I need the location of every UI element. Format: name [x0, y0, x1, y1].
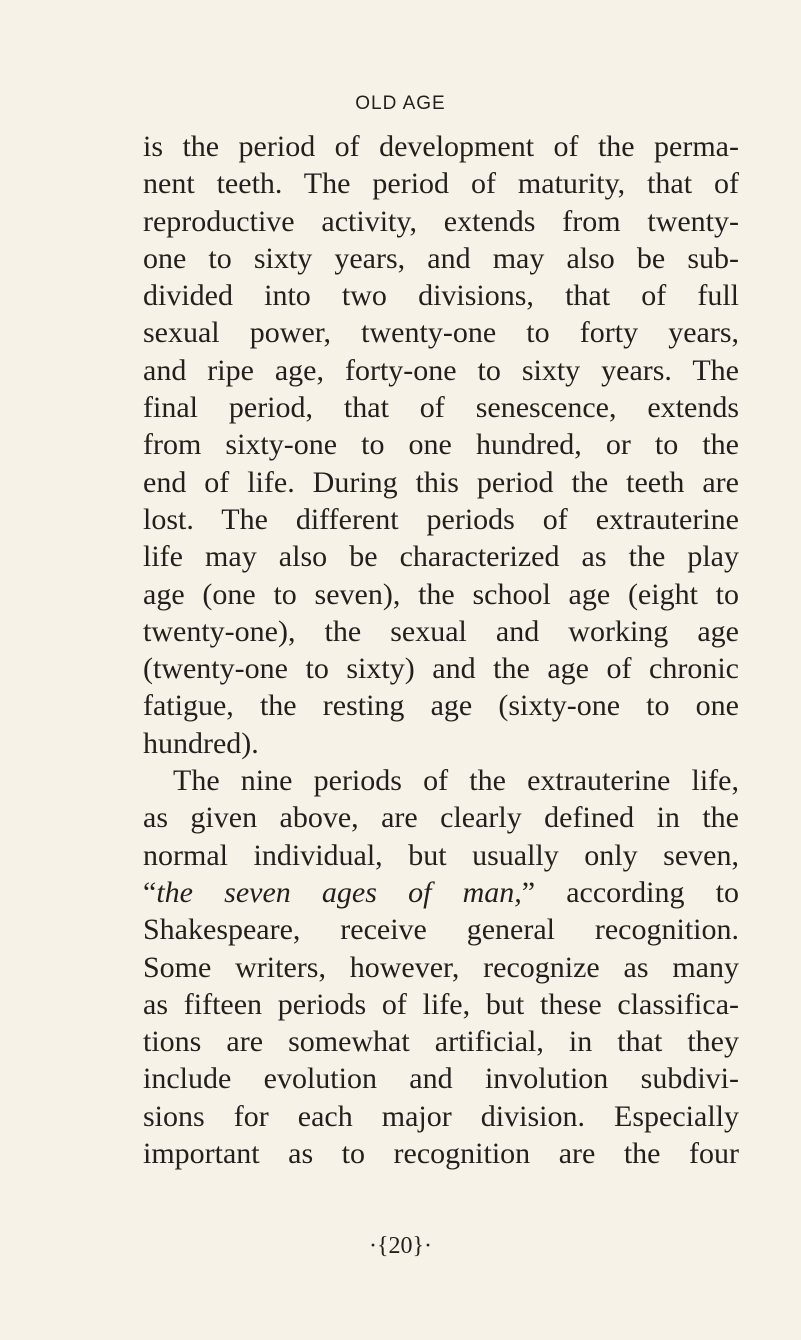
- text-line: twenty-one), the sexual and working age: [143, 614, 739, 648]
- text-line: Shakespeare, receive general recognition.: [143, 913, 739, 947]
- text-line: life may also be characterized as the play: [143, 540, 739, 574]
- text-line: normal individual, but usually only seven,: [143, 838, 739, 872]
- text-line: is the period of development of the perma-: [143, 130, 739, 163]
- body-text: [143, 128, 739, 1172]
- text-line: as given above, are clearly defined in the: [143, 801, 739, 835]
- text-line: sexual power, twenty-one to forty years,: [143, 316, 739, 350]
- text-line: from sixty-one to one hundred, or to the: [143, 428, 739, 462]
- text-line: Some writers, however, recognize as many: [143, 950, 739, 984]
- running-head: OLD AGE: [355, 93, 446, 114]
- text-line: nent teeth. The period of maturity, that of: [143, 167, 739, 201]
- text-line: final period, that of senescence, extends: [143, 391, 739, 425]
- text-line: tions are somewhat artificial, in that they: [143, 1025, 739, 1059]
- text-line: end of life. During this period the teeth are: [143, 465, 739, 499]
- text-line: include evolution and involution subdivi-: [143, 1062, 739, 1096]
- text-line: (twenty-one to sixty) and the age of chronic: [143, 652, 739, 686]
- text-line: and ripe age, forty-one to sixty years. The: [143, 353, 739, 387]
- italic-quote: the seven ages of man,: [156, 875, 522, 909]
- text-line: fatigue, the resting age (sixty-one to one: [143, 689, 739, 723]
- quote-line-rest: according to: [535, 875, 740, 909]
- text-line: age (one to seven), the school age (eight to: [143, 577, 739, 611]
- paragraph-start-line: The nine periods of the extrauterine life,: [173, 764, 739, 798]
- text-line: as fifteen periods of life, but these classifica-: [143, 987, 739, 1021]
- text-line: important as to recognition are the four: [143, 1137, 739, 1171]
- open-quote: “: [143, 875, 157, 909]
- page-number: ·{20}·: [368, 1233, 433, 1259]
- text-line: lost. The different periods of extrauterine: [143, 502, 739, 536]
- text-line: sions for each major division. Especially: [143, 1099, 739, 1133]
- text-line: one to sixty years, and may also be sub-: [143, 241, 739, 275]
- paragraph-end-line: hundred).: [143, 726, 259, 760]
- text-line: divided into two divisions, that of full: [143, 279, 739, 313]
- text-line: reproductive activity, extends from twenty-: [143, 204, 739, 238]
- quote-line: [143, 874, 739, 911]
- close-quote: ”: [521, 875, 536, 909]
